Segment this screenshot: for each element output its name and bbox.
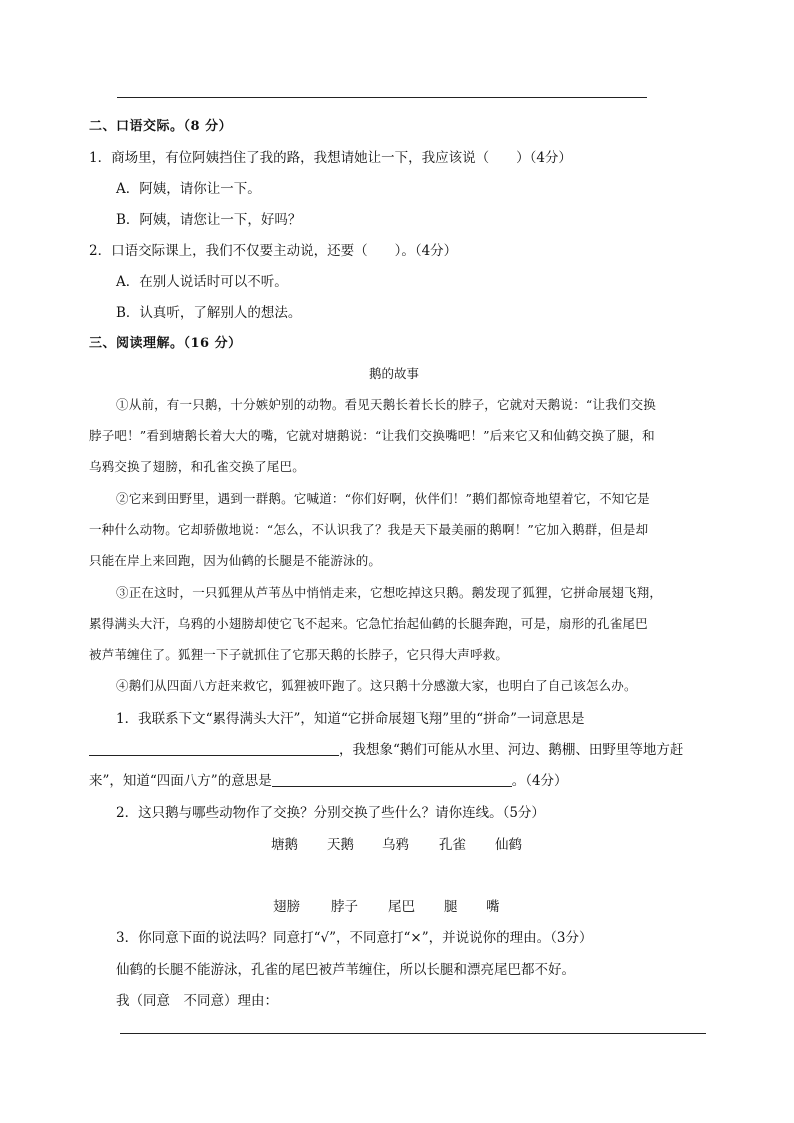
bottom-answer-line[interactable] xyxy=(120,1033,706,1034)
s2-q2-option-a: A．在别人说话时可以不听。 xyxy=(116,274,288,290)
section3-heading: 三、阅读理解。（16 分） xyxy=(89,336,242,351)
s3-question-1-line-3 xyxy=(89,769,568,789)
story-paragraph-1-line-1: ①从前，有一只鹅，十分嫉妒别的动物。看见天鹅长着长长的脖子，它就对天鹅说：“让我们交换 xyxy=(116,397,656,412)
top-answer-line xyxy=(117,97,647,98)
story-paragraph-2-line-1: ②它来到田野里，遇到一群鹅。它喊道：“你们好啊，伙伴们！”鹅们都惊奇地望着它，不知它是 xyxy=(116,491,650,506)
body-part-1[interactable]: 翅膀 xyxy=(273,899,300,915)
s3-q1-line-3-start: 来”，知道“四面八方”的意思是 xyxy=(89,773,272,789)
body-part-2[interactable]: 脖子 xyxy=(331,899,358,915)
story-paragraph-1-line-3: 乌鸦交换了翅膀，和孔雀交换了尾巴。 xyxy=(89,459,305,474)
s3-question-1-line-2 xyxy=(89,738,683,758)
animal-4[interactable]: 孔雀 xyxy=(439,837,466,853)
body-part-5[interactable]: 嘴 xyxy=(486,899,500,915)
animal-1[interactable]: 塘鹅 xyxy=(271,837,298,853)
story-paragraph-3-line-1: ③正在这时，一只狐狸从芦苇丛中悄悄走来，它想吃掉这只鹅。鹅发现了狐狸，它拼命展翅飞翔， xyxy=(116,585,663,600)
s3-q3-answer-prompt: 我（同意 不同意）理由： xyxy=(116,993,278,1009)
story-paragraph-3-line-3: 被芦苇缠住了。狐狸一下子就抓住了它那天鹅的长脖子，它只得大声呼救。 xyxy=(89,647,509,662)
s3-q3-statement: 仙鹤的长腿不能游泳，孔雀的尾巴被芦苇缠住，所以长腿和漂亮尾巴都不好。 xyxy=(116,962,575,978)
s3-question-3: 3．你同意下面的说法吗？同意打“√”，不同意打“×”，并说说你的理由。（3分） xyxy=(116,930,593,946)
s3-question-1-line-1: 1．我联系下文“累得满头大汗”，知道“它拼命展翅飞翔”里的“拼命”一词意思是 xyxy=(116,711,585,727)
story-paragraph-2-line-3: 只能在岸上来回跑，因为仙鹤的长腿是不能游泳的。 xyxy=(89,553,382,568)
body-part-4[interactable]: 腿 xyxy=(444,899,458,915)
story-paragraph-2-line-2: 一种什么动物。它却骄傲地说：“怎么，不认识我了？我是天下最美丽的鹅啊！”它加入鹅群，但是却 xyxy=(89,522,649,537)
story-paragraph-1-line-2: 脖子吧！”看到塘鹅长着大大的嘴，它就对塘鹅说：“让我们交换嘴吧！”后来它又和仙鹤交换了腿，和 xyxy=(89,428,655,443)
s2-q1-option-b: B．阿姨，请您让一下，好吗？ xyxy=(116,212,302,228)
s3-q1-line-2-text: ，我想象“鹅们可能从水里、河边、鹅棚、田野里等地方赶 xyxy=(339,742,684,758)
answer-blank-1[interactable] xyxy=(89,755,339,756)
animal-5[interactable]: 仙鹤 xyxy=(495,837,522,853)
s3-q1-line-3-end: 。（4分） xyxy=(511,773,568,789)
story-paragraph-4-line-1: ④鹅们从四面八方赶来救它，狐狸被吓跑了。这只鹅十分感激大家，也明白了自己该怎么办。 xyxy=(116,678,637,693)
s3-question-2: 2．这只鹅与哪些动物作了交换？分别交换了些什么？请你连线。（5分） xyxy=(116,805,545,821)
story-title: 鹅的故事 xyxy=(369,366,420,381)
s2-question-1: 1．商场里，有位阿姨挡住了我的路，我想请她让一下，我应该说（ ）（4分） xyxy=(89,150,572,166)
s2-question-2: 2．口语交际课上，我们不仅要主动说，还要（ ）。（4分） xyxy=(89,243,458,259)
s2-q2-option-b: B．认真听，了解别人的想法。 xyxy=(116,305,302,321)
answer-blank-2[interactable] xyxy=(272,786,512,787)
body-part-3[interactable]: 尾巴 xyxy=(388,899,415,915)
s2-q1-option-a: A．阿姨，请你让一下。 xyxy=(116,181,261,197)
story-paragraph-3-line-2: 累得满头大汗，乌鸦的小翅膀却使它飞不起来。它急忙抬起仙鹤的长腿奔跑，可是，扇形的孔雀尾巴 xyxy=(89,616,648,631)
animal-3[interactable]: 乌鸦 xyxy=(382,837,409,853)
section2-heading: 二、口语交际。（8 分） xyxy=(89,119,233,134)
animal-2[interactable]: 天鹅 xyxy=(327,837,354,853)
